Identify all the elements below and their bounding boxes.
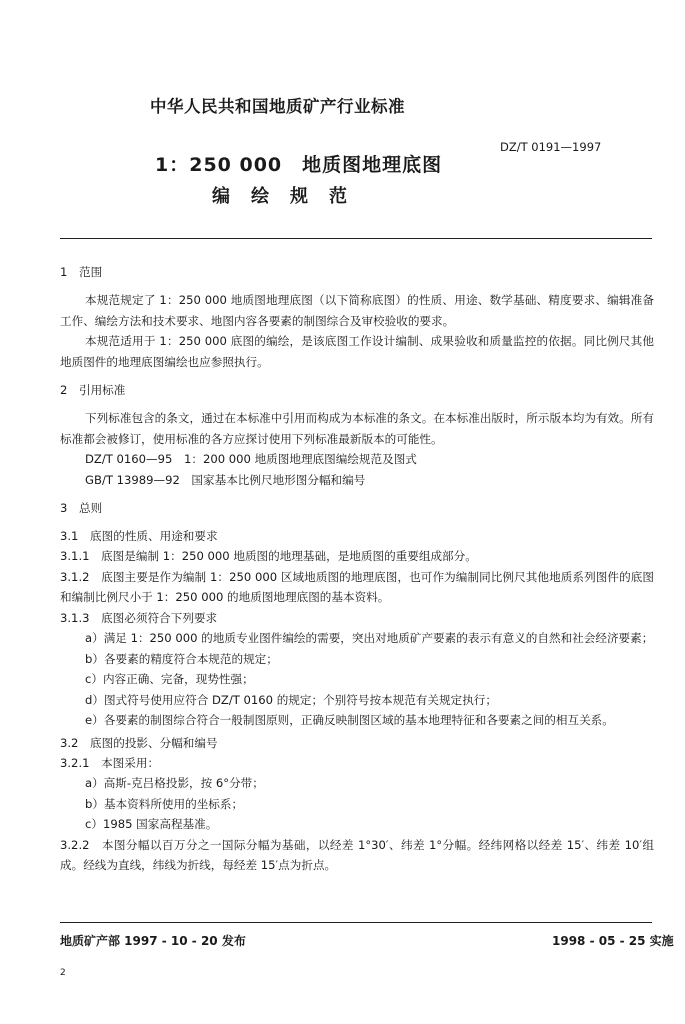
section-3-1-3-item-c: c）内容正确、完备，现势性强； <box>85 672 254 686</box>
section-3-2-heading: 3.2 底图的投影、分幅和编号 <box>60 735 218 750</box>
section-2-paragraph-1: 下列标准包含的条文，通过在本标准中引用而构成为本标准的条文。在本标准出版时，所示版本均为有效。所有标准都会被修订，使用标准的各方应探讨使用下列标准最新版本的可能性。 <box>60 411 654 446</box>
section-1-heading: 1 范围 <box>60 265 103 279</box>
section-3-1-1: 3.1.1 底图是编制 1：250 000 地质图的地理基础，是地质图的重要组成部分。 <box>60 549 477 563</box>
section-3-heading: 3 总则 <box>60 501 103 515</box>
section-3-1-3-item-b: b）各要素的精度符合本规范的规定； <box>85 651 278 666</box>
section-3-1-3-item-a: a）满足 1：250 000 的地质专业图件编绘的需要，突出对地质矿产要素的表示有意义的自然和社会经济要素； <box>85 631 654 645</box>
page-number: 2 <box>60 968 66 978</box>
section-3-1-heading: 3.1 底图的性质、用途和要求 <box>60 529 218 543</box>
industry-standard-title: 中华人民共和国地质矿产行业标准 <box>150 97 405 116</box>
document-title: 1：250 000 地质图地理底图 <box>155 154 443 176</box>
section-3-1-3-heading: 3.1.3 底图必须符合下列要求 <box>60 610 218 625</box>
issue-date: 地质矿产部 1997 - 10 - 20 发布 <box>60 934 246 948</box>
section-1-paragraph-1: 本规范规定了 1：250 000 地质图地理底图（以下简称底图）的性质、用途、数学基础、精度要求、编辑准备工作、编绘方法和技术要求、地图内容各要素的制图综合及审校验收的要求。 <box>60 293 654 328</box>
section-3-2-1-item-b: b）基本资料所使用的坐标系； <box>85 796 244 811</box>
section-3-1-2: 3.1.2 底图主要是作为编制 1：250 000 区域地质图的地理底图，也可作为编制同比例尺其他地质系列图件的底图和编制比例尺小于 1：250 000 的地质图地理底图的基本资料。 <box>60 569 654 604</box>
document-subtitle: 编绘规范 <box>212 186 368 207</box>
header-divider <box>60 238 652 239</box>
document-body <box>60 262 654 876</box>
section-3-1-3-item-d: d）图式符号使用应符合 DZ/T 0160 的规定；个别符号按本规范有关规定执行； <box>85 692 497 707</box>
section-3-2-1-item-a: a）高斯-克吕格投影，按 6°分带； <box>85 776 264 790</box>
section-3-2-1-heading: 3.2.1 本图采用： <box>60 755 160 770</box>
section-2-heading: 2 引用标准 <box>60 383 126 397</box>
section-3-1-3-item-e: e）各要素的制图综合符合一般制图原则，正确反映制图区域的基本地理特征和各要素之间的相互关系。 <box>85 713 614 727</box>
section-1-paragraph-2: 本规范适用于 1：250 000 底图的编绘，是该底图工作设计编制、成果验收和质量监控的依据。同比例尺其他地质图件的地理底图编绘也应参照执行。 <box>60 334 654 369</box>
effective-date: 1998 - 05 - 25 实施 <box>552 934 674 948</box>
standard-code: DZ/T 0191—1997 <box>500 140 602 154</box>
section-2-reference-2: GB/T 13989—92 国家基本比例尺地形图分幅和编号 <box>85 472 366 487</box>
section-3-2-2: 3.2.2 本图分幅以百万分之一国际分幅为基础，以经差 1°30′、纬差 1°分幅。经纬网格以经差 15′、纬差 10′组成。经线为直线，纬线为折线，每经差 15′点为折点。 <box>60 837 654 872</box>
section-2-reference-1: DZ/T 0160—95 1：200 000 地质图地理底图编绘规范及图式 <box>85 452 417 466</box>
footer-divider <box>60 922 652 923</box>
section-3-2-1-item-c: c）1985 国家高程基准。 <box>85 817 218 831</box>
